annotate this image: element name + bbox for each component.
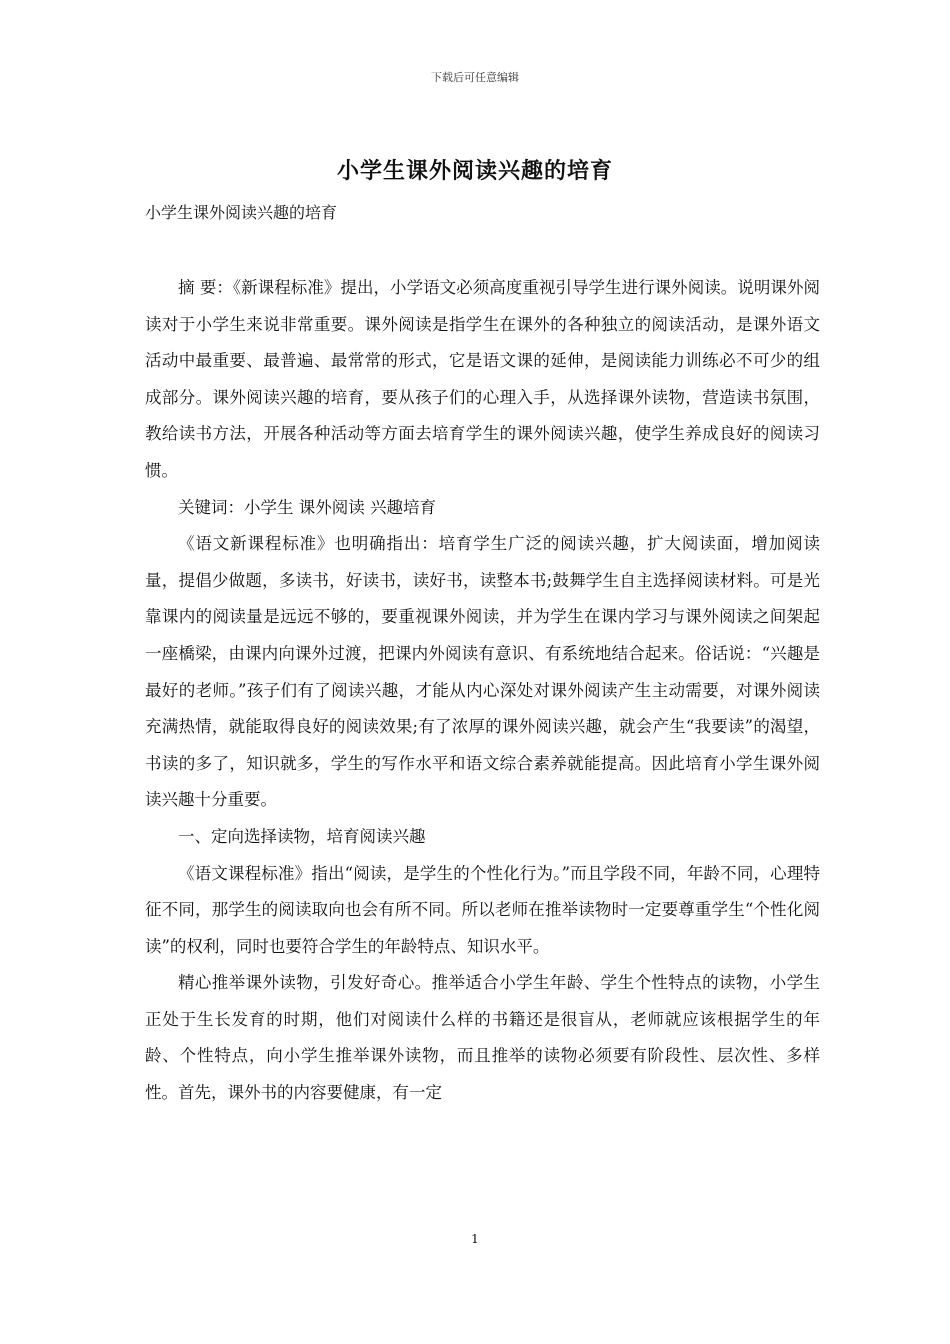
document-title: 小学生课外阅读兴趣的培育 (336, 158, 613, 184)
body-paragraph: 《语文课程标准》指出“阅读，是学生的个性化行为。”而且学段不同，年龄不同，心理特征不同，那学生的阅读取向也会有所不同。所以老师在推举读物时一定要尊重学生“个性化阅读”的权利，同时也要符合学生的年龄特点、知识水平。 (145, 863, 820, 956)
abstract-paragraph: 摘 要：《新课程标准》提出，小学语文必须高度重视引导学生进行课外阅读。说明课外阅读对于小学生来说非常重要。课外阅读是指学生在课外的各种独立的阅读活动，是课外语文活动中最重要、最普遍、最常常的形式，它是语文课的延伸，是阅读能力训练必不可少的组成部分。课外阅读兴趣的培育，要从孩子们的心理入手，从选择课外读物，营造读书氛围，教给读书方法，开展各种活动等方面去培育学生的课外阅读兴趣，使学生养成良好的阅读习惯。 (145, 278, 820, 480)
section-heading: 一、定向选择读物，培育阅读兴趣 (178, 826, 426, 846)
document-subtitle: 小学生课外阅读兴趣的培育 (145, 203, 338, 222)
body-paragraph: 《语文新课程标准》也明确指出：培育学生广泛的阅读兴趣，扩大阅读面，增加阅读量，提倡少做题，多读书，好读书，读好书，读整本书;鼓舞学生自主选择阅读材料。可是光靠课内的阅读量是远远不够的，要重视课外阅读，并为学生在课内学习与课外阅读之间架起一座橋梁，由课内向课外过渡，把课内外阅读有意识、有系统地结合起来。俗话说：“兴趣是最好的老师。”孩子们有了阅读兴趣，才能从内心深处对课外阅读产生主动需要，对课外阅读充满热情，就能取得良好的阅读效果;有了浓厚的课外阅读兴趣，就会产生“我要读”的渴望，书读的多了，知识就多，学生的写作水平和语文综合素养就能提高。因此培育小学生课外阅读兴趣十分重要。 (145, 534, 820, 810)
body-paragraph: 精心推举课外读物，引发好奇心。推举适合小学生年龄、学生个性特点的读物，小学生正处于生长发育的时期，他们对阅读什么样的书籍还是很盲从，老师就应该根据学生的年龄、个性特点，向小学生推举课外读物，而且推举的读物必须要有阶段性、层次性、多样性。首先，课外书的内容要健康，有一定 (145, 973, 820, 1103)
page-number: 1 (471, 1232, 479, 1246)
body-text (145, 270, 820, 1112)
keywords-paragraph: 关键词：小学生 课外阅读 兴趣培育 (178, 497, 436, 517)
header-note: 下载后可任意编辑 (431, 71, 519, 84)
